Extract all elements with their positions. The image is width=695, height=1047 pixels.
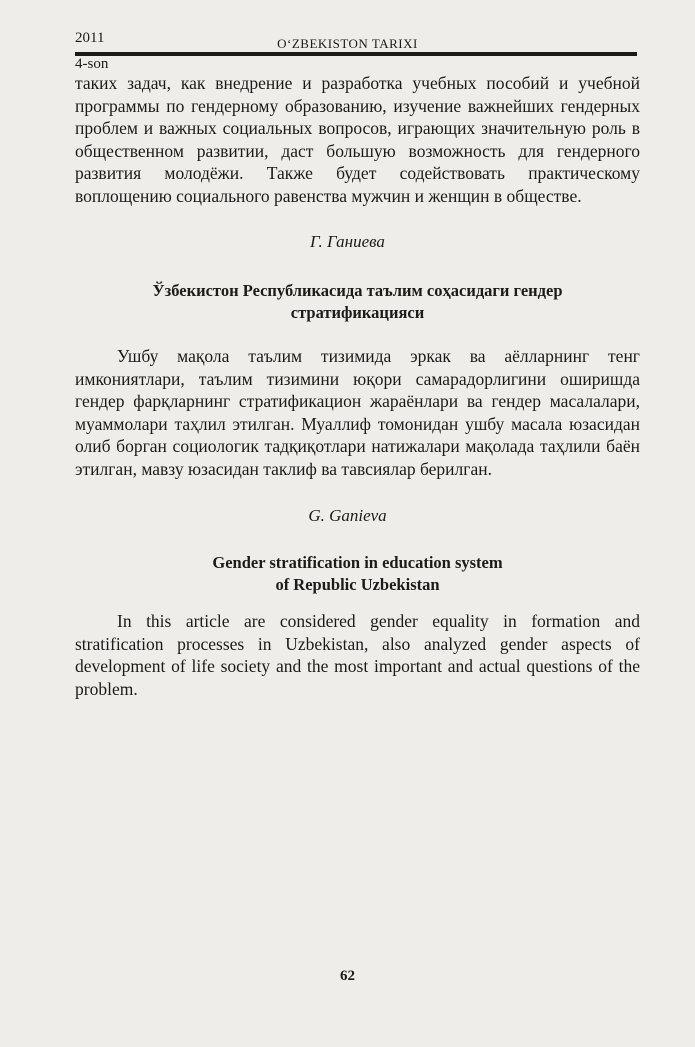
issue-number: 4-son xyxy=(75,56,109,72)
continuation-paragraph: таких задач, как внедрение и разработка учебных пособий и учебной программы по гендерному образованию, изучение важнейших гендерных проблем и важных социальных вопросов, играющих значительную роль в общественном развитии, даст большую возможность для гендерного развития молодёжи. Также будет содействовать практическому воплощению социального равенства мужчин и женщин в обществе. xyxy=(75,73,640,206)
english-title-line-2: of Republic Uzbekistan xyxy=(275,575,440,594)
header-year: 2011 xyxy=(75,30,105,46)
english-title-line-1: Gender stratification in education system xyxy=(212,553,503,572)
english-abstract-title xyxy=(95,552,620,596)
uzbek-abstract-text: Ушбу мақола таълим тизимида эркак ва аёлларнинг тенг имкониятлари, таълим тизимини юқори самарадорлигини оширишда гендер фарқларнинг стратификацион жараёнлари ва гендер масалалари, муаммолари таҳлил этилган. Муаллиф томонидан ушбу масала юзасидан олиб борган социологик тадқиқотлари натижалари мақолада таҳлили баён этилган, мавзу юзасидан таклиф ва тавсиялар берилган. xyxy=(75,346,640,479)
journal-title: O‘ZBEKISTON TARIXI xyxy=(277,36,418,51)
header-rule xyxy=(75,52,637,56)
english-abstract-author: G. Ganieva xyxy=(308,506,387,525)
uzbek-abstract-author: Г. Ганиева xyxy=(310,232,385,251)
uzbek-title-line-1: Ўзбекистон Республикасида таълим соҳасидаги гендер xyxy=(152,281,563,300)
uzbek-title-line-2: стратификацияси xyxy=(290,303,425,322)
english-abstract-text: In this article are considered gender equality in formation and stratification processes in Uzbekistan, also analyzed gender aspects of development of life society and the most important and actual questions of the problem. xyxy=(75,611,640,699)
uzbek-abstract-title xyxy=(95,280,620,324)
page-number: 62 xyxy=(340,968,355,984)
